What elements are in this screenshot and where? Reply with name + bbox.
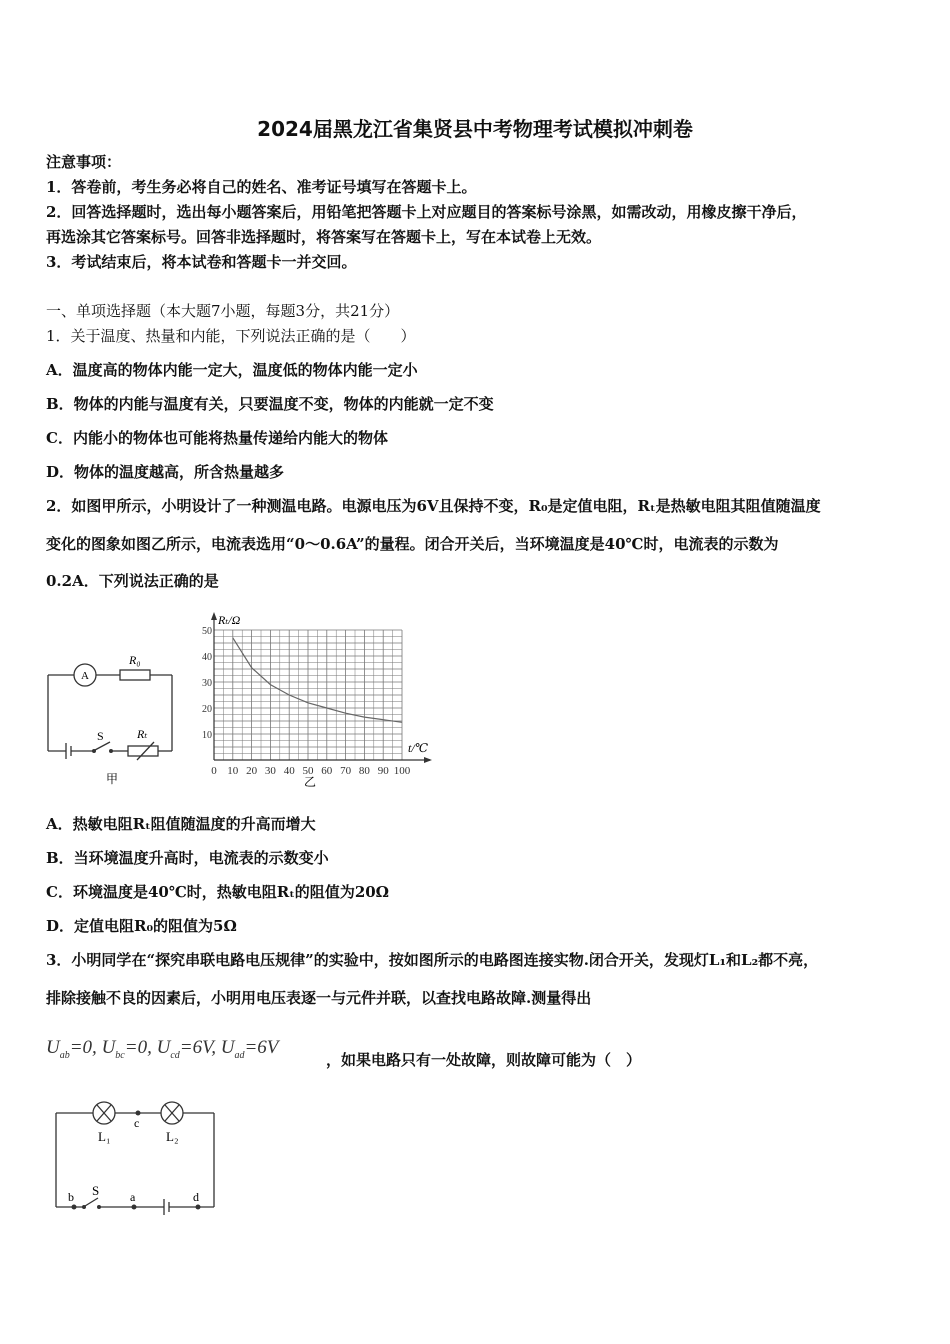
chart-x-tick-label: 40 — [283, 765, 295, 777]
notice-item: 1．答卷前，考生务必将自己的姓名、准考证号填写在答题卡上。 — [46, 178, 477, 196]
q3-stem-line1: 3．小明同学在“探究串联电路电压规律”的实验中，按如图所示的电路图连接实物.闭合开关，发现灯L₁和L₂都不亮， — [46, 951, 819, 969]
q1-option-d: D．物体的温度越高，所含热量越多 — [46, 463, 285, 481]
q3-stem-tail: ，如果电路只有一处故障，则故障可能为（ ） — [326, 1051, 642, 1069]
q2-option-c: C．环境温度是40℃时，热敏电阻Rₜ的阻值为20Ω — [46, 883, 390, 901]
chart-x-tick-label: 90 — [377, 765, 389, 777]
chart-x-tick-label: 100 — [393, 765, 411, 777]
chart-x-tick-label: 20 — [246, 765, 258, 777]
switch-label: S — [97, 729, 104, 743]
switch-label: S — [92, 1183, 100, 1198]
switch-icon — [85, 1198, 98, 1206]
node-c-label: c — [134, 1116, 140, 1130]
chart-x-tick-label: 0 — [211, 765, 217, 777]
chart-caption: 乙 — [304, 775, 317, 789]
node-b-label: b — [68, 1190, 74, 1204]
chart-x-tick-label: 70 — [340, 765, 352, 777]
exam-title: 2024届黑龙江省集贤县中考物理考试模拟冲刺卷 — [257, 117, 693, 141]
q3-stem-line2: 排除接触不良的因素后，小明用电压表逐一与元件并联，以查找电路故障.测量得出 — [46, 989, 592, 1007]
q1-option-a: A．温度高的物体内能一定大，温度低的物体内能一定小 — [46, 361, 418, 379]
chart-x-tick-label: 10 — [227, 765, 239, 777]
q2-option-b: B．当环境温度升高时，电流表的示数变小 — [46, 849, 329, 867]
chart-y-tick-label: 30 — [202, 678, 212, 689]
notice-item: 再选涂其它答案标号。回答非选择题时，将答案写在答题卡上，写在本试卷上无效。 — [46, 228, 602, 246]
switch-icon — [95, 742, 110, 750]
chart-y-tick-label: 50 — [202, 626, 212, 637]
q2-option-a: A．热敏电阻Rₜ阻值随温度的升高而增大 — [46, 815, 316, 833]
q1-option-c: C．内能小的物体也可能将热量传递给内能大的物体 — [46, 429, 388, 447]
q2-stem-line1: 2．如图甲所示，小明设计了一种测温电路。电源电压为6V且保持不变，R₀是定值电阻，Rₜ是热敏电阻其阻值随温度 — [46, 497, 821, 515]
q2-option-d: D．定值电阻R₀的阻值为5Ω — [46, 917, 237, 935]
notice-item: 2．回答选择题时，选出每小题答案后，用铅笔把答题卡上对应题目的答案标号涂黑，如需改动，用橡皮擦干净后， — [46, 203, 807, 221]
resistor-r0-icon — [120, 670, 150, 680]
notice-heading: 注意事项： — [46, 153, 122, 171]
chart-x-tick-label: 50 — [302, 765, 314, 777]
chart-y-tick-label: 40 — [202, 652, 212, 663]
voltage-formula: $U_{ab}=0$, $U_{bc}=0$, $U_{cd}=6V$, $U_{ad}=6V$ — [46, 1037, 279, 1061]
circuit-q3 — [46, 1093, 226, 1221]
rt-label: Rₜ — [137, 727, 148, 741]
chart-y-tick-label: 10 — [202, 730, 212, 741]
chart-x-tick-label: 80 — [358, 765, 370, 777]
chart-x-tick-label: 60 — [321, 765, 333, 777]
q1-stem: 1．关于温度、热量和内能，下列说法正确的是（ ） — [46, 327, 416, 345]
q2-stem-line3: 0.2A．下列说法正确的是 — [46, 572, 219, 590]
circuit-jia — [40, 630, 190, 790]
l2-label: L₂ — [166, 1129, 179, 1144]
chart-y-tick-label: 20 — [202, 704, 212, 715]
chart-y-axis-label: Rₜ/Ω — [218, 613, 241, 627]
chart-x-tick-label: 30 — [264, 765, 276, 777]
q2-stem-line2: 变化的图象如图乙所示，电流表选用“0～0.6A”的量程。闭合开关后，当环境温度是40℃时，电流表的示数为 — [46, 535, 779, 553]
section-heading: 一、单项选择题（本大题7小题，每题3分，共21分） — [46, 302, 400, 320]
r0-label: R₀ — [129, 653, 141, 667]
rt-temperature-chart — [196, 606, 436, 792]
l1-label: L₁ — [98, 1129, 111, 1144]
chart-x-axis-label: t/℃ — [408, 741, 429, 755]
node-a-label: a — [130, 1190, 136, 1204]
notice-item: 3．考试结束后，将本试卷和答题卡一并交回。 — [46, 253, 357, 271]
ammeter-label: A — [81, 670, 89, 682]
circuit-caption: 甲 — [106, 772, 119, 786]
node-d-label: d — [193, 1190, 199, 1204]
q1-option-b: B．物体的内能与温度有关，只要温度不变，物体的内能就一定不变 — [46, 395, 494, 413]
